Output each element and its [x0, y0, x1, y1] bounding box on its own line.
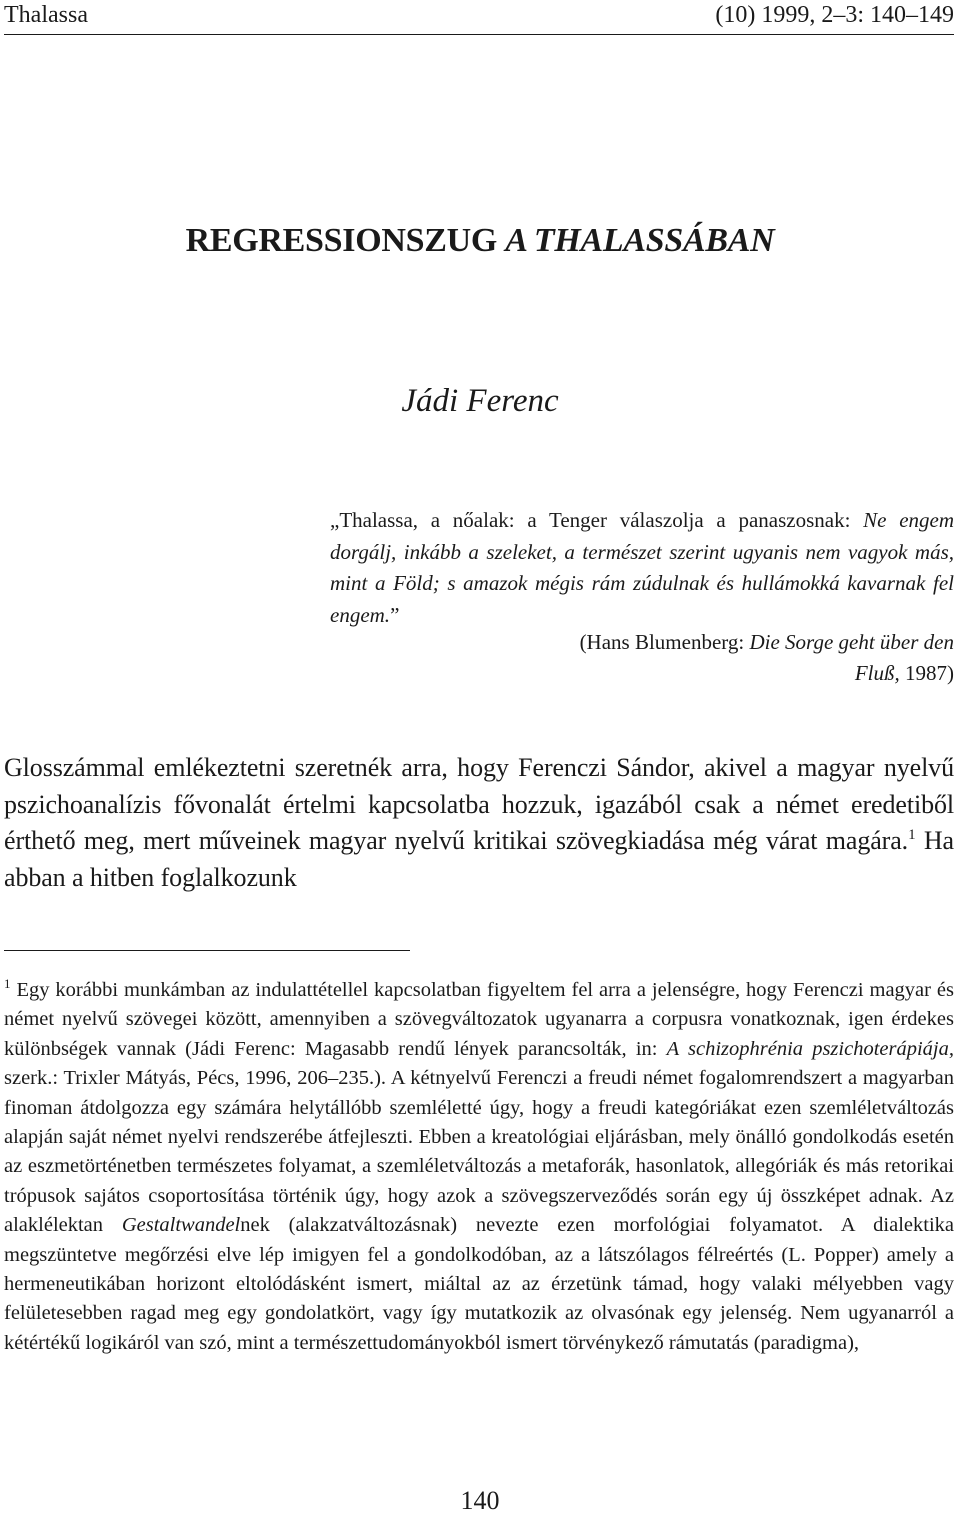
epigraph-source-suffix: 1987) — [899, 661, 954, 685]
footnote — [4, 976, 954, 1358]
epigraph-source — [554, 627, 954, 689]
title-italic: A THALASSÁBAN — [505, 222, 775, 259]
footnote-part3: nek (alakzatváltozásnak) nevezte ezen morfológiai folyamatot. A dialektika megszüntetve megőrzési elve lép imigyen fel a gondolkodóban, az a látszólagos félreértés (L. Popper) amely a hermeneutikában horizont eltolódásként ismert, miáltal az az érzetünk támad, hogy valaki mélyebben vagy felületesebben ragad meg egy gondolatkört, vagy így mutatkozik az olvasónak egy jelenség. Nem ugyanarról a kétértékű logikáról van szó, mint a természettudományokból ismert törvénykező rámutatás (paradigma), — [4, 1214, 954, 1354]
page-number: 140 — [460, 1486, 500, 1515]
footnote-term: Gestaltwandel — [121, 1214, 241, 1237]
journal-name: Thalassa — [4, 2, 88, 28]
epigraph-text-italic: Ne engem dorgálj, inkább a szeleket, a természet szerint ugyanis nem vagyok más, mint a Föld; s amazok mégis rám zúdulnak és hullámokká kavarnak fel engem. — [330, 508, 954, 627]
epigraph-closing-quote: ” — [390, 602, 400, 627]
body-text-after-note: Ha abban a hitben foglalkozunk — [4, 826, 954, 892]
footnote-reference[interactable]: 1 — [908, 827, 916, 843]
journal-citation: (10) 1999, 2–3: 140–149 — [715, 2, 954, 28]
epigraph-source-title: Die Sorge geht über den Fluß, — [749, 630, 954, 685]
footnote-number: 1 — [4, 976, 11, 991]
footnote-part1: Egy korábbi munkámban az indulattétellel kapcsolatban figyeltem fel arra a jelenségre, hogy Ferenczi magyar és német nyelvű szövegei között, amennyiben a szövegváltozatok ugyanarra a corpusra vonatkoznak, igen érdekes különbségek vannak (Jádi Ferenc: Magasabb rendű lények parancsolták, in: — [4, 979, 954, 1060]
footnote-divider — [4, 950, 410, 951]
epigraph-text-regular: „Thalassa, a nőalak: a Tenger válaszolja a panaszosnak: — [330, 508, 864, 532]
article-author: Jádi Ferenc — [401, 383, 559, 419]
footnote-book-title: A schizophrénia pszichoterápiája, — [666, 1037, 954, 1060]
epigraph-quote — [330, 505, 954, 631]
running-head — [4, 0, 954, 35]
epigraph-source-prefix: (Hans Blumenberg: — [579, 630, 750, 654]
body-text-before-note: Glosszámmal emlékeztetni szeretnék arra, hogy Ferenczi Sándor, akivel a magyar nyelvű pszichoanalízis fővonalát értelmi kapcsolatba hozzuk, igazából csak a német eredetiből érthető meg, mert műveinek magyar nyelvű kritikai szövegkiadása még várat magára. — [4, 753, 954, 855]
footnote-part2: szerk.: Trixler Mátyás, Pécs, 1996, 206–235.). A kétnyelvű Ferenczi a freudi német fogalomrendszert a magyarban finoman átdolgozza egy számára helytállóbb szemléletté úgy, hogy a freudi kategóriákat ezen szemléletváltozás alapján saját német nyelvi rendszerébe átfejleszti. Ebben a kreatológiai eljárásban, mely önálló gondolkodás esetén az eszmetörténetben természetes folyamat, a szemléletváltozás a metaforák, hasonlatok, allegóriák és más retorikai trópusok sajátos csoportosítása történik úgy, hogy azok a szövegszerveződés során egy új összképet adnak. Az alaklélektan — [4, 1067, 954, 1237]
body-paragraph — [4, 750, 954, 896]
article-title — [0, 222, 960, 260]
title-regular: REGRESSIONSZUG — [185, 222, 506, 259]
